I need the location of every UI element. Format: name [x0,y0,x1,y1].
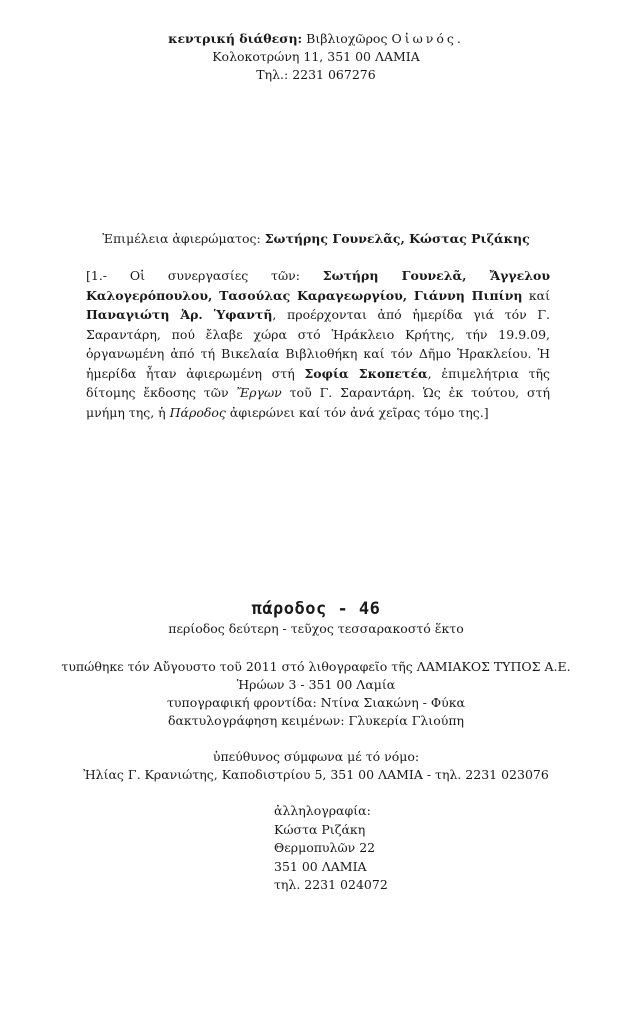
printer-address: Ἡρώων 3 - 351 00 Λαμία [236,677,396,692]
bookstore-prefix: Βιβλιοχῶρος [306,31,388,46]
responsible-label: ὑπεύθυνος σύμφωνα μέ τό νόμο: [212,749,420,764]
editors-names: Σωτήρης Γουνελᾶς, Κώστας Ριζάκης [264,231,530,246]
printing-block [0,658,632,730]
correspondence-name: Κώστα Ριζάκη [274,821,366,837]
bookstore-name: Οἰωνός. [391,31,464,46]
note-journal-name: Πάροδος [169,404,226,420]
issue-subtitle: περίοδος δεύτερη - τεῦχος τεσσαρακοστό ἕκτο [168,621,464,636]
typography-credit: τυπογραφική φροντίδα: Ντίνα Σιακώνη - Φύκα [167,695,465,710]
correspondence-street: Θερμοπυλῶν 22 [274,840,376,855]
note-text-6: ἀφιερώνει καί τόν ἀνά χεῖρας τόμο της.] [225,404,489,420]
distribution-address: Κολοκοτρώνη 11, 351 00 ΛΑΜΙΑ [212,49,420,64]
contributions-note [86,266,550,422]
distribution-block [0,30,632,84]
distribution-phone: Τηλ.: 2231 067276 [256,67,376,82]
editors-line [0,230,632,248]
note-text-4: , ἐπιμελήτρια τῆς δίτομης ἔκδοσης τῶν [86,365,550,400]
distribution-line [0,30,632,48]
note-text-1: [1.- Οἱ συνεργασίες τῶν: [86,268,323,283]
editors-label: Ἐπιμέλεια ἀφιερώματος: [102,231,261,246]
note-text-2: καί [522,287,550,303]
note-text-5: τοῦ Γ. Σαραντάρη. Ὡς ἐκ τούτου, στή μνήμη της, ἡ [86,385,550,420]
issue-title: πάροδος - 46 [251,599,381,619]
printed-line: τυπώθηκε τόν Αὔγουστο τοῦ 2011 στό λιθογραφεῖο τῆς ΛΑΜΙΑΚΟΣ ΤΥΠΟΣ Α.Ε. [61,659,571,674]
note-contributor-last: Παναγιώτη Ἀρ. Ὑφαντῆ [86,307,273,322]
note-works-title: Ἔργων [236,385,282,400]
responsible-block [0,748,632,784]
typing-credit: δακτυλογράφηση κειμένων: Γλυκερία Γλιούπη [167,713,465,728]
note-dedicatee: Σοφία Σκοπετέα [304,365,428,381]
correspondence-city: 351 00 ΛΑΜΙΑ [274,858,367,874]
colophon-title-block [0,600,632,638]
correspondence-label: ἀλληλογραφία: [274,803,371,818]
responsible-person: Ἠλίας Γ. Κρανιώτης, Καποδιστρίου 5, 351 00 ΛΑΜΙΑ - τηλ. 2231 023076 [83,767,549,782]
note-text-3: , προέρχονται ἀπό ἡμερίδα γιά τόν Γ. Σαραντάρη, πού ἔλαβε χώρα στό Ἡράκλειο Κρήτης, τήν 19.9.09, ὀργανωμένη ἀπό τή Βικελαία Βιβλιοθήκη καί τόν Δῆμο Ἡρακλείου. Ἡ ἡμερίδα ἦταν ἀφιερωμένη στή [86,307,551,381]
correspondence-block [274,802,388,895]
correspondence-phone: τηλ. 2231 024072 [274,877,388,892]
note-contributors: Σωτήρη Γουνελᾶ, Ἄγγελου Καλογερόπουλου, Τασούλας Καραγεωργίου, Γιάννη Πιπίνη [86,268,550,303]
distribution-label: κεντρική διάθεση: [168,31,303,46]
